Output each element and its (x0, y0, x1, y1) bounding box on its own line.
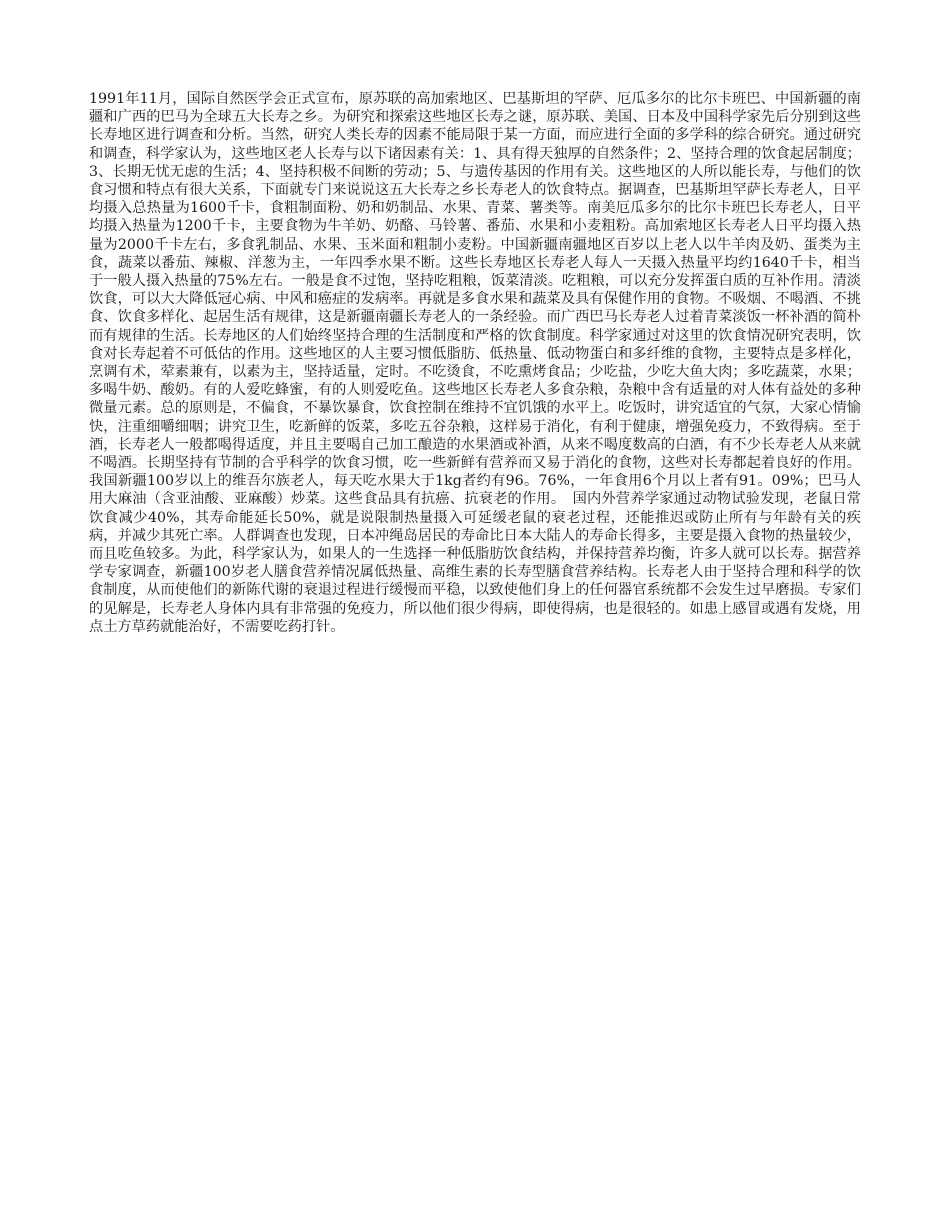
document-page (89, 90, 861, 636)
body-paragraph: 1991年11月，国际自然医学会正式宣布，原苏联的高加索地区、巴基斯坦的罕萨、厄瓜多尔的比尔卡班巴、中国新疆的南疆和广西的巴马为全球五大长寿之乡。为研究和探索这些地区长寿之谜，原苏联、美国、日本及中国科学家先后分别到这些长寿地区进行调查和分析。当然，研究人类长寿的因素不能局限于某一方面，而应进行全面的多学科的综合研究。通过研究和调查，科学家认为，这些地区老人长寿与以下诸因素有关：1、具有得天独厚的自然条件；2、坚持合理的饮食起居制度；3、长期无忧无虑的生活；4、坚持积极不间断的劳动；5、与遗传基因的作用有关。这些地区的人所以能长寿，与他们的饮食习惯和特点有很大关系，下面就专门来说说这五大长寿之乡长寿老人的饮食特点。据调查，巴基斯坦罕萨长寿老人，日平均摄入总热量为1600千卡，食粗制面粉、奶和奶制品、水果、青菜、薯类等。南美厄瓜多尔的比尔卡班巴长寿老人，日平均摄入热量为1200千卡，主要食物为牛羊奶、奶酪、马铃薯、番茄、水果和小麦粗粉。高加索地区长寿老人日平均摄入热量为2000千卡左右，多食乳制品、水果、玉米面和粗制小麦粉。中国新疆南疆地区百岁以上老人以牛羊肉及奶、蛋类为主食，蔬菜以番茄、辣椒、洋葱为主，一年四季水果不断。这些长寿地区长寿老人每人一天摄入热量平均约1640千卡，相当于一般人摄入热量的75%左右。一般是食不过饱，坚持吃粗粮，饭菜清淡。吃粗粮，可以充分发挥蛋白质的互补作用。清淡饮食，可以大大降低冠心病、中风和癌症的发病率。再就是多食水果和蔬菜及具有保健作用的食物。不吸烟、不喝酒、不挑食、饮食多样化、起居生活有规律，这是新疆南疆长寿老人的一条经验。而广西巴马长寿老人过着青菜淡饭一杯补酒的简朴而有规律的生活。长寿地区的人们始终坚持合理的生活制度和严格的饮食制度。科学家通过对这里的饮食情况研究表明，饮食对长寿起着不可低估的作用。这些地区的人主要习惯低脂肪、低热量、低动物蛋白和多纤维的食物，主要特点是多样化，烹调有术，荤素兼有，以素为主，坚持适量，定时。不吃烫食，不吃熏烤食品；少吃盐，少吃大鱼大肉；多吃蔬菜，水果；多喝牛奶、酸奶。有的人爱吃蜂蜜，有的人则爱吃鱼。这些地区长寿老人多食杂粮，杂粮中含有适量的对人体有益处的多种微量元素。总的原则是，不偏食，不暴饮暴食，饮食控制在维持不宜饥饿的水平上。吃饭时，讲究适宜的气氛，大家心情愉快，注重细嚼细咽；讲究卫生，吃新鲜的饭菜，多吃五谷杂粮，这样易于消化，有利于健康，增强免疫力，不致得病。至于酒，长寿老人一般都喝得适度，并且主要喝自己加工酿造的水果酒或补酒，从来不喝度数高的白酒，有不少长寿老人从来就不喝酒。长期坚持有节制的合乎科学的饮食习惯，吃一些新鲜有营养而又易于消化的食物，这些对长寿都起着良好的作用。我国新疆100岁以上的维吾尔族老人，每天吃水果大于1kg者约有96。76%，一年食用6个月以上者有91。09%；巴马人用大麻油（含亚油酸、亚麻酸）炒菜。这些食品具有抗癌、抗衰老的作用。 国内外营养学家通过动物试验发现，老鼠日常饮食减少40%，其寿命能延长50%，就是说限制热量摄入可延缓老鼠的衰老过程，还能推迟或防止所有与年龄有关的疾病，并减少其死亡率。人群调查也发现，日本冲绳岛居民的寿命比日本大陆人的寿命长得多，主要是摄入食物的热量较少，而且吃鱼较多。为此，科学家认为，如果人的一生选择一种低脂肪饮食结构，并保持营养均衡，许多人就可以长寿。据营养学专家调查，新疆100岁老人膳食营养情况属低热量、高维生素的长寿型膳食营养结构。长寿老人由于坚持合理和科学的饮食制度，从而使他们的新陈代谢的衰退过程进行缓慢而平稳，以致使他们身上的任何器官系统都不会发生过早磨损。专家们的见解是，长寿老人身体内具有非常强的免疫力，所以他们很少得病，即使得病，也是很轻的。如患上感冒或遇有发烧，用点土方草药就能治好，不需要吃药打针。 (89, 91, 861, 635)
